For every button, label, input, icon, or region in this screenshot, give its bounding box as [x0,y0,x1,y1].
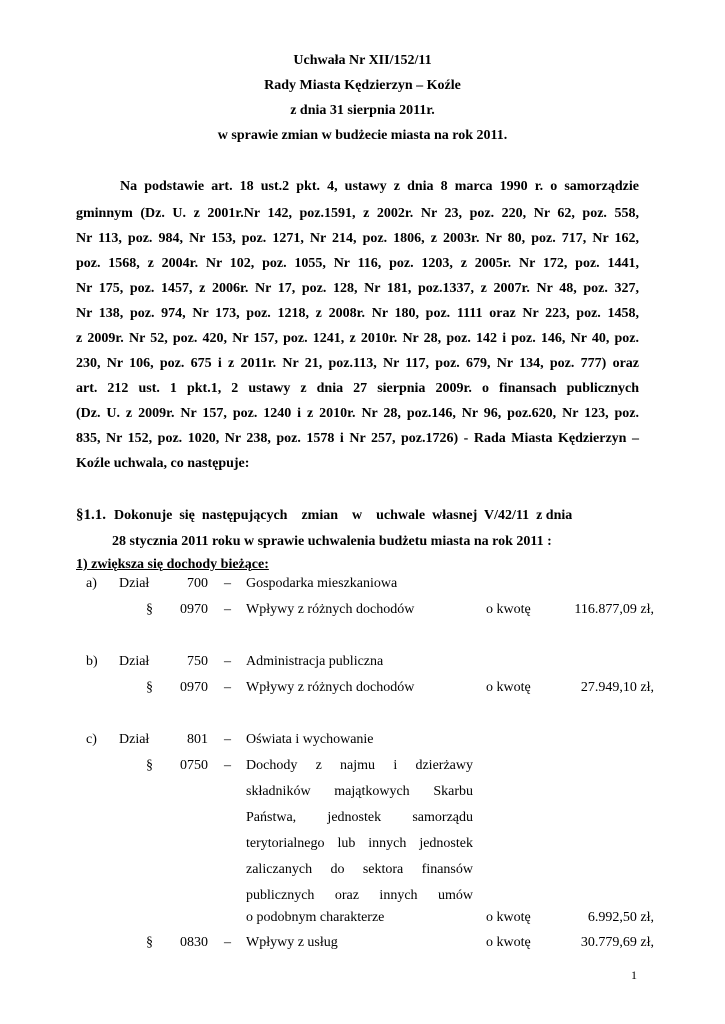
paragraph-sign: § [146,680,153,695]
revenue-increase-heading: 1) zwiększa się dochody bieżące: [76,557,269,572]
preamble-line: Koźle uchwala, co następuje: [76,456,250,471]
dzial-label: Dział [119,732,150,747]
section-text-line: Dokonuje się następujących zmian w uchwale własnej V/42/11 z dnia [114,508,573,523]
dash: – [224,935,231,950]
resolution-date: z dnia 31 sierpnia 2011r. [290,103,435,118]
paragraph-code: 0750 [180,758,208,773]
item-letter: c) [86,732,97,747]
paragraph-code: 0830 [180,935,208,950]
amount-label: o kwotę [486,935,531,950]
paragraph-name-line: Państwa, jednostek samorządu [246,810,473,825]
item-letter: a) [86,576,97,591]
preamble-line: Nr 175, poz. 1457, z 2006r. Nr 17, poz. 128, Nr 181, poz.1337, z 2007r. Nr 48, poz. 327, [76,281,639,296]
page-number: 1 [631,968,637,982]
preamble-line: Nr 113, poz. 984, Nr 153, poz. 1271, Nr 214, poz. 1806, z 2003r. Nr 80, poz. 717, Nr 162, [76,231,639,246]
paragraph-sign: § [146,602,153,617]
dzial-code: 700 [187,576,208,591]
resolution-number: Uchwała Nr XII/152/11 [293,53,432,68]
paragraph-sign: § [146,935,153,950]
section-text-line: 28 stycznia 2011 roku w sprawie uchwalenia budżetu miasta na rok 2011 : [112,534,552,549]
amount-value: 6.992,50 zł, [587,910,654,925]
preamble-line: (Dz. U. z 2009r. Nr 157, poz. 1240 i z 2010r. Nr 28, poz.146, Nr 96, poz.620, Nr 123, poz. [76,406,639,421]
paragraph-name-line: o podobnym charakterze [246,910,385,925]
paragraph-name-line: terytorialnego lub innych jednostek [246,836,473,851]
section-number: §1.1. [76,507,106,523]
preamble-line: poz. 1568, z 2004r. Nr 102, poz. 1055, Nr 116, poz. 1203, z 2005r. Nr 172, poz. 1441, [76,256,639,271]
dash: – [224,680,231,695]
amount-label: o kwotę [486,910,531,925]
preamble-line: Nr 138, poz. 974, Nr 173, poz. 1218, z 2008r. Nr 180, poz. 1111 oraz Nr 223, poz. 1458, [76,306,639,321]
dash: – [224,758,231,773]
paragraph-name: Wpływy z różnych dochodów [246,680,415,695]
preamble-line: z 2009r. Nr 52, poz. 420, Nr 157, poz. 1241, z 2010r. Nr 28, poz. 142 i poz. 146, Nr 40, poz. [76,331,639,346]
paragraph-name-line: publicznych oraz innych umów [246,888,473,903]
preamble-line: 835, Nr 152, poz. 1020, Nr 238, poz. 1578 i Nr 257, poz.1726) - Rada Miasta Kędzierzyn – [76,431,639,446]
council-name: Rady Miasta Kędzierzyn – Koźle [264,78,461,93]
preamble-line: art. 212 ust. 1 pkt.1, 2 ustawy z dnia 27 sierpnia 2009r. o finansach publicznych [76,381,639,396]
amount-value: 30.779,69 zł, [580,935,654,950]
amount-value: 116.877,09 zł, [574,602,654,617]
paragraph-name-line: składników majątkowych Skarbu [246,784,473,799]
preamble-line: 230, Nr 106, poz. 675 i z 2011r. Nr 21, poz.113, Nr 117, poz. 679, Nr 134, poz. 777) oraz [76,356,639,371]
paragraph-sign: § [146,758,153,773]
item-letter: b) [86,654,98,669]
dash: – [224,602,231,617]
paragraph-code: 0970 [180,680,208,695]
dzial-name: Administracja publiczna [246,654,384,669]
dzial-label: Dział [119,576,150,591]
paragraph-code: 0970 [180,602,208,617]
amount-value: 27.949,10 zł, [580,680,654,695]
dzial-code: 801 [187,732,208,747]
dzial-label: Dział [119,654,150,669]
dash: – [224,732,231,747]
amount-label: o kwotę [486,680,531,695]
dzial-name: Gospodarka mieszkaniowa [246,576,398,591]
dash: – [224,654,231,669]
paragraph-name: Wpływy z różnych dochodów [246,602,415,617]
preamble-line: gminnym (Dz. U. z 2001r.Nr 142, poz.1591, z 2002r. Nr 23, poz. 220, Nr 62, poz. 558, [76,206,639,221]
resolution-subject: w sprawie zmian w budżecie miasta na rok 2011. [217,128,508,143]
dzial-name: Oświata i wychowanie [246,732,374,747]
dash: – [224,576,231,591]
amount-label: o kwotę [486,602,531,617]
paragraph-name-line: Dochody z najmu i dzierżawy [246,758,473,773]
paragraph-name-line: zaliczanych do sektora finansów [246,862,473,877]
preamble-line: Na podstawie art. 18 ust.2 pkt. 4, ustawy z dnia 8 marca 1990 r. o samorządzie [120,179,639,194]
paragraph-name: Wpływy z usług [246,935,338,950]
dzial-code: 750 [187,654,208,669]
